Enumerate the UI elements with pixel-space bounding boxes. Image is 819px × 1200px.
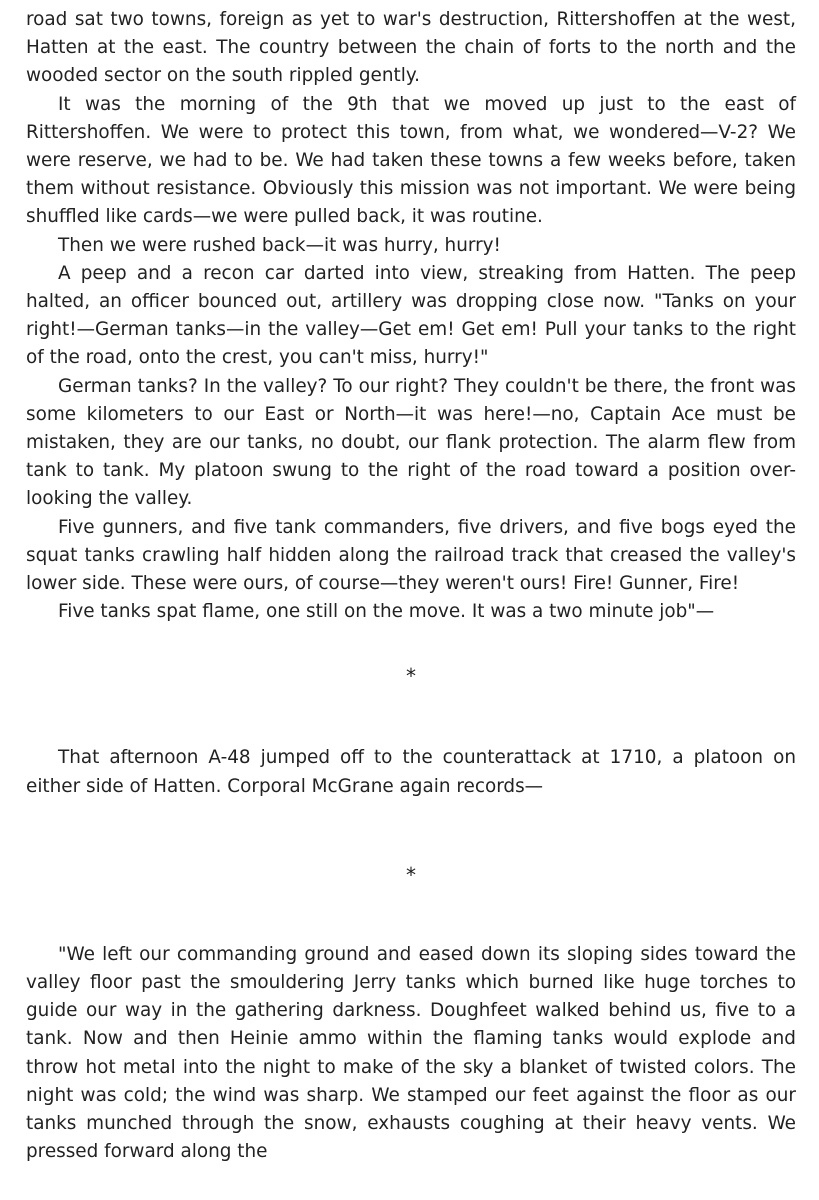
document-page — [26, 6, 796, 1167]
paragraph-peep: A peep and a recon car darted into view, streaking from Hatten. The peep halted, an officer bounced out, artillery was dropping close now. "Tanks on your right!—German tanks—in the valley—Get em! Get em! Pull your tanks to the right of the road, onto the crest, you can't miss, hurry!" — [26, 262, 796, 369]
section-separator: * — [406, 862, 416, 887]
paragraph-commanding-ground: "We left our commanding ground and eased down its sloping sides toward the valley floor past the smouldering Jerry tanks which burned like huge torches to guide our way in the gathering darkness. Doughfeet walked behind us, five to a tank. Now and then Heinie ammo within the flaming tanks would explode and throw hot metal into the night to make of the sky a blanket of twisted colors. The night was cold; the wind was sharp. We stamped our feet against the floor as our tanks munched through the snow, exhausts coughing at their heavy vents. We pressed forward along the — [26, 943, 796, 1163]
paragraph-five-tanks: Five tanks spat flame, one still on the move. It was a two minute job"— — [58, 601, 715, 623]
paragraph-rushed-back: Then we were rushed back—it was hurry, hurry! — [58, 234, 501, 256]
spacer — [26, 626, 796, 662]
spacer — [26, 889, 796, 941]
paragraph-afternoon: That afternoon A-48 jumped off to the counterattack at 1710, a platoon on either side of Hatten. Corporal McGrane again records— — [26, 747, 796, 797]
paragraph-towns: road sat two towns, foreign as yet to war's destruction, Rittershoffen at the west, Hatten at the east. The country between the chain of forts to the north and the wooded sector on the south rippled gently. — [26, 9, 796, 87]
spacer — [26, 801, 796, 861]
spacer — [26, 690, 796, 744]
paragraph-five-gunners: Five gunners, and five tank commanders, five drivers, and five bogs eyed the squat tanks crawling half hidden along the railroad track that creased the valley's lower side. These were ours, of course—they weren't ours! Fire! Gunner, Fire! — [26, 516, 796, 595]
paragraph-german-tanks: German tanks? In the valley? To our right? They couldn't be there, the front was some kilometers to our East or North—it was here!—no, Captain Ace must be mistaken, they are our tanks, no doubt, our flank protection. The alarm flew from tank to tank. My platoon swung to the right of the road toward a position over-looking the valley. — [26, 375, 796, 510]
section-separator: * — [406, 664, 416, 689]
paragraph-morning: It was the morning of the 9th that we moved up just to the east of Rittershoffen. We were to protect this town, from what, we wondered—V-2? We were reserve, we had to be. We had taken these towns a few weeks before, taken them without resistance. Obviously this mission was not important. We were being shuffled like cards—we were pulled back, it was routine. — [26, 93, 796, 228]
